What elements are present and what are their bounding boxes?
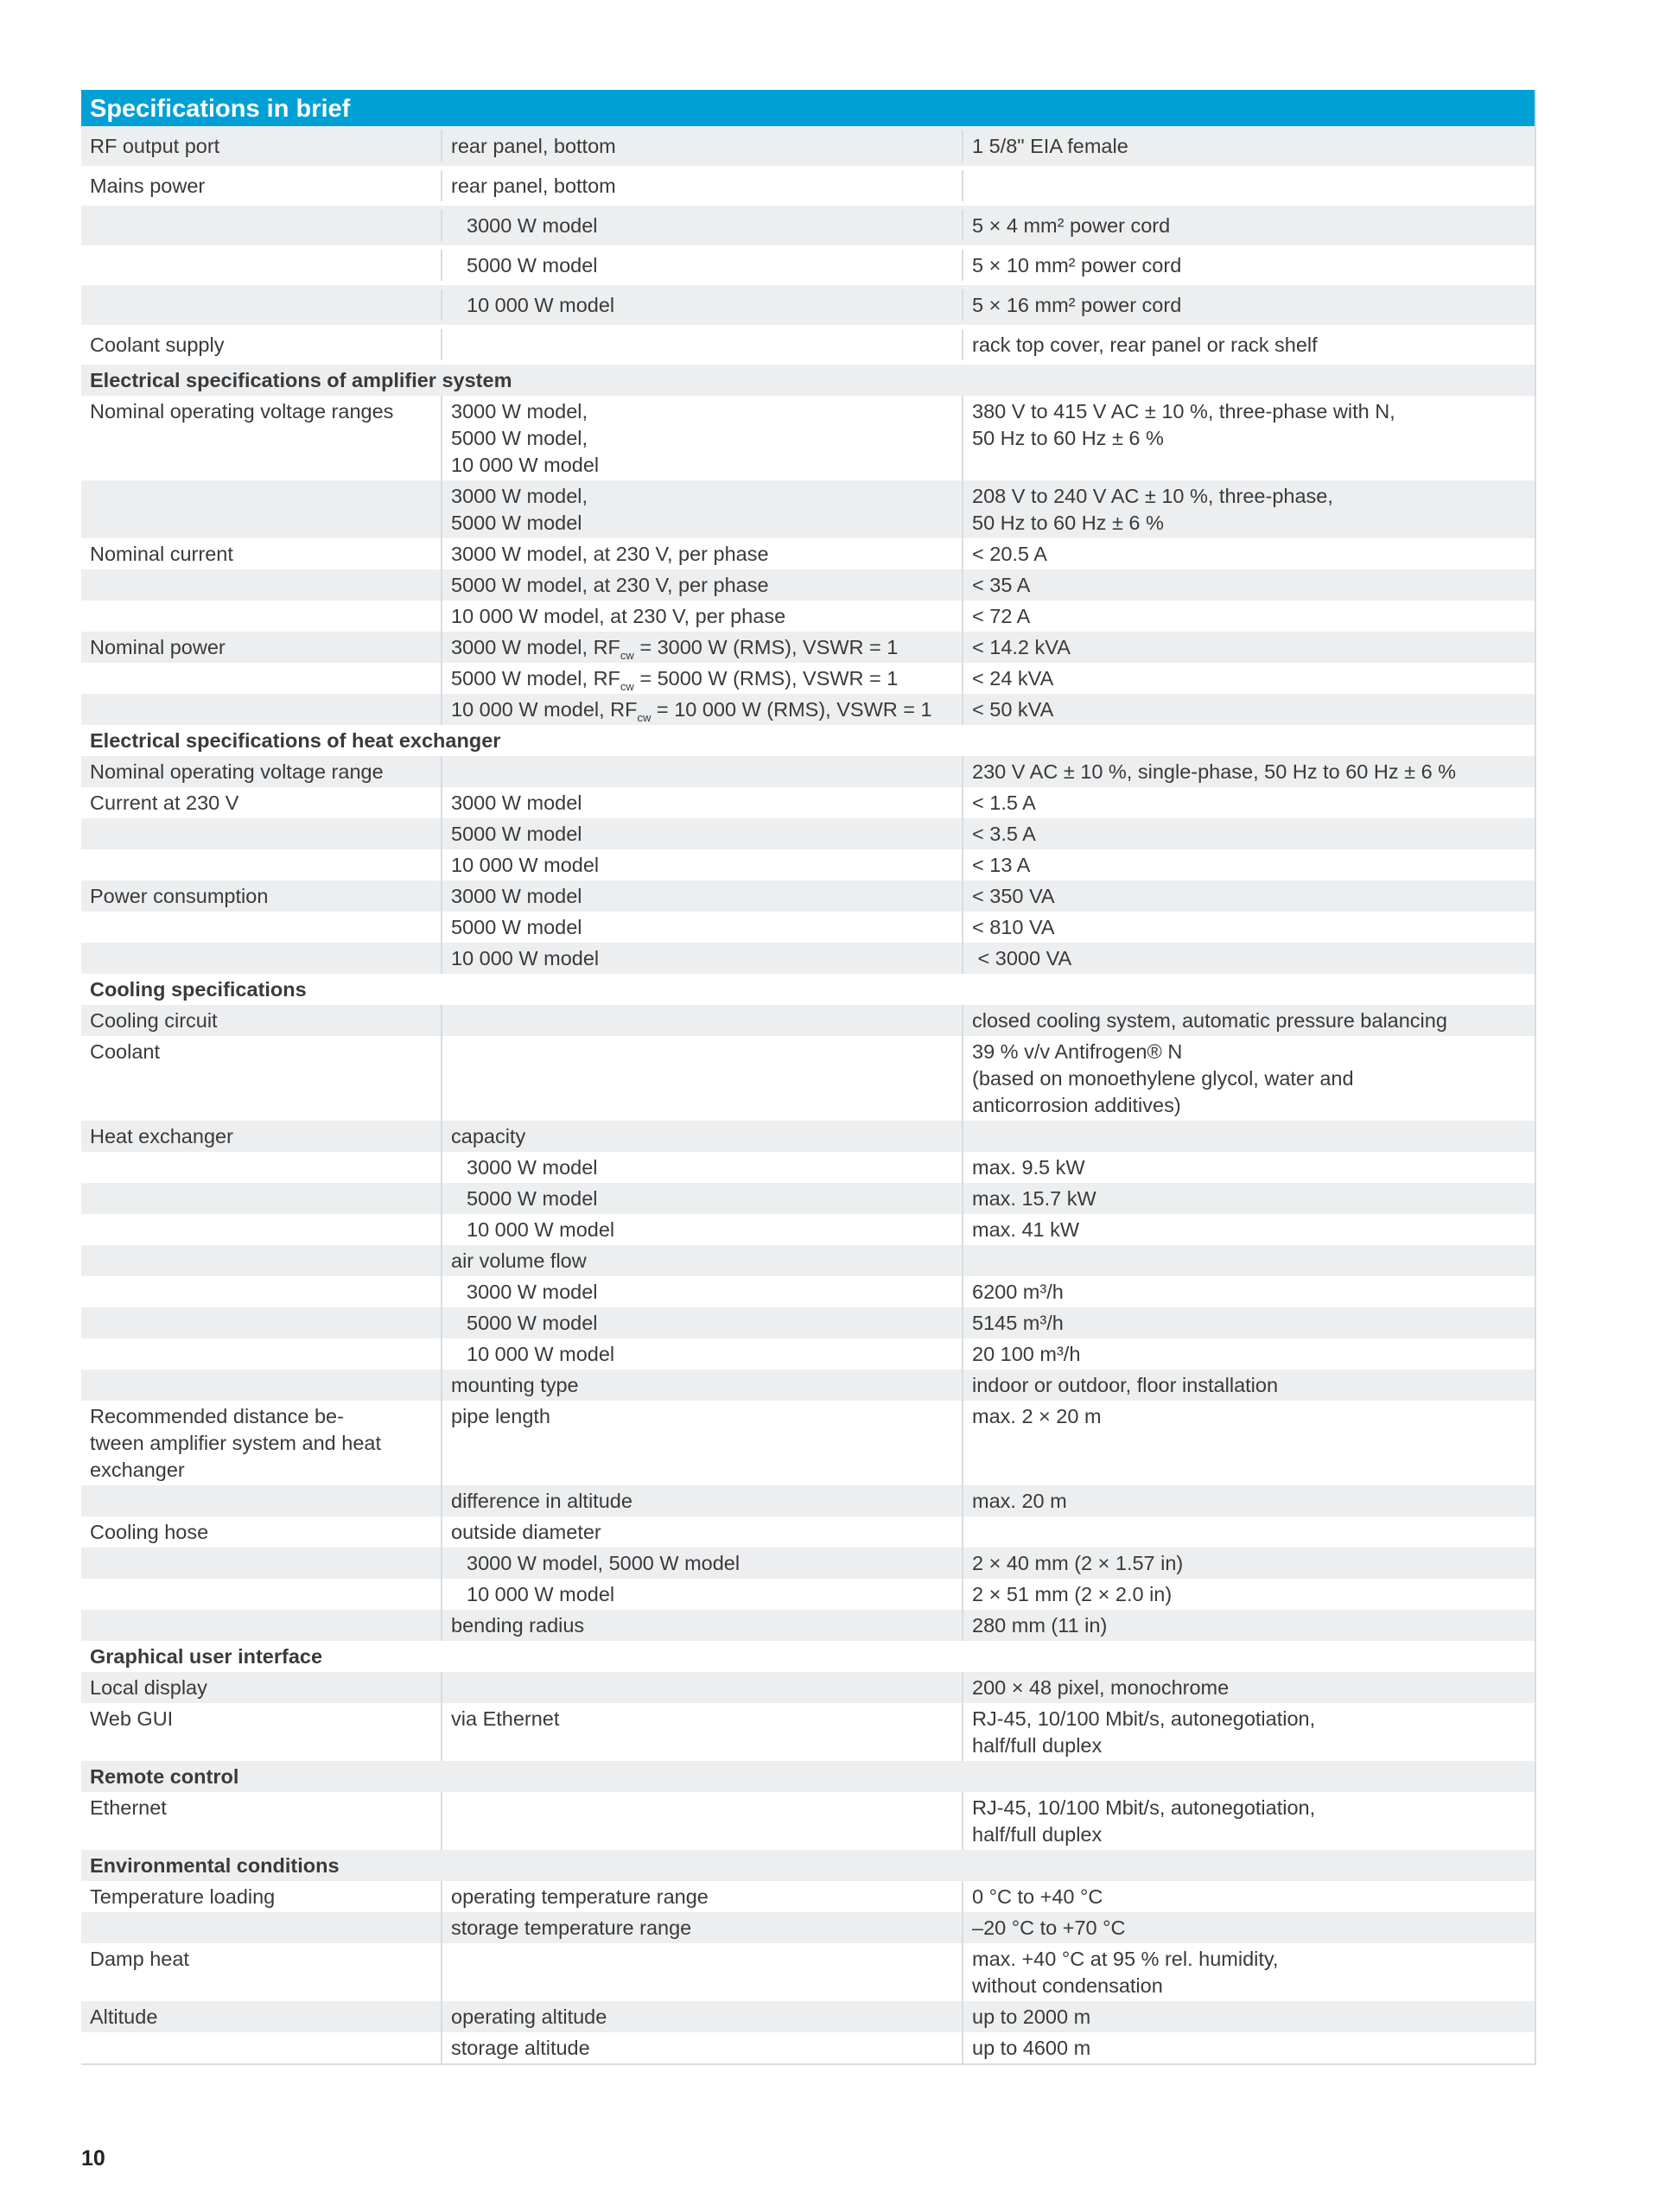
parameter-cell (81, 1152, 441, 1183)
value-cell: max. +40 °C at 95 % rel. humidity, without condensation (962, 1943, 1535, 2001)
value-cell: < 50 kVA (962, 694, 1535, 725)
table-row (81, 1792, 1535, 1850)
parameter-cell (81, 849, 441, 880)
condition-cell: storage temperature range (441, 1912, 962, 1943)
value-cell: 5 × 16 mm² power cord (962, 289, 1535, 321)
specifications-table (81, 90, 1536, 2065)
section-title: Electrical specifications of amplifier system (90, 368, 512, 391)
condition-cell: 3000 W model, 5000 W model, 10 000 W model (441, 396, 962, 480)
condition-text: = 10 000 W (RMS), VSWR = 1 (651, 697, 932, 721)
parameter-cell (81, 1214, 441, 1245)
condition-cell: 10 000 W model (441, 1338, 962, 1370)
value-cell: 5 × 10 mm² power cord (962, 250, 1535, 281)
parameter-cell: Damp heat (90, 1947, 189, 1970)
value-cell: max. 41 kW (962, 1214, 1535, 1245)
condition-cell: 10 000 W model (441, 1579, 962, 1610)
parameter-cell (81, 1370, 441, 1401)
parameter-cell: Heat exchanger (90, 1124, 233, 1147)
table-row (81, 126, 1535, 166)
parameter-cell: Nominal current (90, 542, 233, 565)
condition-cell: 3000 W model, 5000 W model (441, 480, 962, 538)
parameter-cell (81, 1245, 441, 1276)
condition-cell: rear panel, bottom (441, 130, 962, 162)
table-row (81, 1152, 1535, 1183)
condition-cell (441, 1943, 962, 2001)
condition-cell: 10 000 W model, at 230 V, per phase (441, 601, 962, 632)
table-row (81, 1548, 1535, 1579)
table-row (81, 245, 1535, 285)
value-cell: 280 mm (11 in) (962, 1610, 1535, 1641)
condition-cell: bending radius (441, 1610, 962, 1641)
subscript-text: cw (637, 710, 652, 724)
value-cell: 20 100 m³/h (962, 1338, 1535, 1370)
condition-text: 5000 W model, RF (451, 666, 620, 690)
value-cell: rack top cover, rear panel or rack shelf (962, 329, 1535, 360)
condition-text: 3000 W model, RF (451, 635, 620, 658)
section-title: Electrical specifications of heat exchanger (90, 728, 501, 752)
condition-cell: 3000 W model (441, 1276, 962, 1307)
condition-cell: rear panel, bottom (441, 170, 962, 201)
table-row (81, 818, 1535, 849)
condition-cell: air volume flow (441, 1245, 962, 1276)
condition-cell: 3000 W model, at 230 V, per phase (441, 538, 962, 569)
condition-cell: 10 000 W model (441, 849, 962, 880)
parameter-cell (81, 694, 441, 725)
parameter-cell (81, 1307, 441, 1338)
section-header-row (81, 974, 1535, 1005)
section-header-row (81, 365, 1535, 396)
condition-cell: 5000 W model (441, 1183, 962, 1214)
condition-cell: 3000 W model (441, 210, 962, 241)
table-row (81, 787, 1535, 818)
condition-cell: mounting type (441, 1370, 962, 1401)
condition-cell: 10 000 W model (441, 289, 962, 321)
table-row (81, 569, 1535, 601)
condition-cell: outside diameter (441, 1516, 962, 1548)
parameter-cell: RF output port (90, 134, 220, 157)
condition-cell: pipe length (441, 1401, 962, 1485)
table-row (81, 1183, 1535, 1214)
parameter-cell: Temperature loading (90, 1885, 276, 1908)
value-cell (962, 1245, 1535, 1276)
parameter-cell (81, 1548, 441, 1579)
value-cell: 200 × 48 pixel, monochrome (962, 1672, 1535, 1703)
condition-cell: operating temperature range (441, 1881, 962, 1912)
condition-cell: operating altitude (441, 2001, 962, 2032)
parameter-cell: Recommended distance be- tween amplifier system and heat exchanger (90, 1404, 381, 1481)
table-title: Specifications in brief (81, 90, 1535, 126)
table-row (81, 1485, 1535, 1516)
parameter-cell: Web GUI (90, 1707, 174, 1730)
value-cell: 39 % v/v Antifrogen® N (based on monoethylene glycol, water and anticorrosion additives) (962, 1036, 1535, 1121)
section-title: Remote control (90, 1764, 239, 1788)
table-row (81, 1943, 1535, 2001)
table-row (81, 325, 1535, 365)
parameter-cell: Coolant supply (90, 333, 225, 356)
condition-cell (441, 694, 962, 725)
table-row (81, 1338, 1535, 1370)
table-row (81, 1245, 1535, 1276)
value-cell: < 1.5 A (962, 787, 1535, 818)
condition-cell: 3000 W model (441, 880, 962, 912)
parameter-cell: Local display (90, 1675, 207, 1699)
table-row (81, 1610, 1535, 1641)
table-row (81, 2001, 1535, 2032)
table-row (81, 1703, 1535, 1761)
value-cell: –20 °C to +70 °C (962, 1912, 1535, 1943)
parameter-cell (81, 2032, 441, 2063)
table-row (81, 943, 1535, 974)
table-row (81, 1276, 1535, 1307)
parameter-cell: Nominal operating voltage ranges (90, 399, 394, 423)
value-cell: 380 V to 415 V AC ± 10 %, three-phase with N, 50 Hz to 60 Hz ± 6 % (962, 396, 1535, 480)
parameter-cell: Power consumption (90, 884, 269, 907)
parameter-cell: Nominal operating voltage range (90, 760, 384, 783)
table-row (81, 1912, 1535, 1943)
parameter-cell (81, 1183, 441, 1214)
parameter-cell (81, 1276, 441, 1307)
parameter-cell (81, 289, 441, 321)
parameter-cell (81, 480, 441, 538)
value-cell: < 72 A (962, 601, 1535, 632)
table-row (81, 2032, 1535, 2063)
value-cell: up to 4600 m (962, 2032, 1535, 2063)
condition-cell: via Ethernet (441, 1703, 962, 1761)
value-cell: RJ-45, 10/100 Mbit/s, autonegotiation, half/full duplex (962, 1792, 1535, 1850)
value-cell: < 14.2 kVA (962, 632, 1535, 663)
parameter-cell (81, 569, 441, 601)
section-title: Environmental conditions (90, 1853, 340, 1877)
table-row (81, 206, 1535, 245)
condition-text: = 3000 W (RMS), VSWR = 1 (633, 635, 899, 658)
condition-cell (441, 1792, 962, 1850)
table-row (81, 480, 1535, 538)
condition-cell (441, 663, 962, 694)
condition-cell: 3000 W model, 5000 W model (441, 1548, 962, 1579)
value-cell: < 13 A (962, 849, 1535, 880)
value-cell: 1 5/8" EIA female (962, 130, 1535, 162)
table-body (81, 126, 1535, 2063)
condition-cell: storage altitude (441, 2032, 962, 2063)
condition-cell (441, 1005, 962, 1036)
section-header-row (81, 1761, 1535, 1792)
condition-cell: 10 000 W model (441, 943, 962, 974)
table-row (81, 1307, 1535, 1338)
parameter-cell: Cooling circuit (90, 1008, 218, 1032)
table-row (81, 694, 1535, 725)
parameter-cell: Current at 230 V (90, 791, 239, 814)
condition-cell: 3000 W model (441, 1152, 962, 1183)
value-cell: < 810 VA (962, 912, 1535, 943)
parameter-cell (81, 912, 441, 943)
parameter-cell (81, 1485, 441, 1516)
table-row (81, 912, 1535, 943)
value-cell (962, 170, 1535, 201)
value-cell: 230 V AC ± 10 %, single-phase, 50 Hz to 60 Hz ± 6 % (962, 756, 1535, 787)
table-row (81, 538, 1535, 569)
parameter-cell: Ethernet (90, 1796, 167, 1819)
value-cell: < 3.5 A (962, 818, 1535, 849)
table-row (81, 601, 1535, 632)
condition-text: = 5000 W (RMS), VSWR = 1 (633, 666, 899, 690)
parameter-cell: Cooling hose (90, 1520, 209, 1543)
table-row (81, 663, 1535, 694)
condition-cell: 5000 W model (441, 818, 962, 849)
value-cell: 6200 m³/h (962, 1276, 1535, 1307)
parameter-cell (81, 1338, 441, 1370)
condition-cell: 5000 W model, at 230 V, per phase (441, 569, 962, 601)
condition-cell (441, 1036, 962, 1121)
parameter-cell (81, 818, 441, 849)
value-cell (962, 1516, 1535, 1548)
value-cell: 2 × 40 mm (2 × 1.57 in) (962, 1548, 1535, 1579)
condition-text: 10 000 W model, RF (451, 697, 638, 721)
condition-cell (441, 756, 962, 787)
table-row (81, 1881, 1535, 1912)
value-cell: indoor or outdoor, floor installation (962, 1370, 1535, 1401)
parameter-cell (81, 210, 441, 241)
table-row (81, 756, 1535, 787)
value-cell (962, 1121, 1535, 1152)
table-row (81, 1579, 1535, 1610)
value-cell: < 35 A (962, 569, 1535, 601)
value-cell: 2 × 51 mm (2 × 2.0 in) (962, 1579, 1535, 1610)
condition-cell: 5000 W model (441, 912, 962, 943)
section-header-row (81, 1641, 1535, 1672)
parameter-cell (81, 250, 441, 281)
table-row (81, 285, 1535, 325)
parameter-cell: Nominal power (90, 635, 226, 658)
table-row (81, 1214, 1535, 1245)
value-cell: 208 V to 240 V AC ± 10 %, three-phase, 50 Hz to 60 Hz ± 6 % (962, 480, 1535, 538)
parameter-cell (81, 601, 441, 632)
table-row (81, 849, 1535, 880)
value-cell: up to 2000 m (962, 2001, 1535, 2032)
value-cell: 5 × 4 mm² power cord (962, 210, 1535, 241)
value-cell: < 350 VA (962, 880, 1535, 912)
section-header-row (81, 1850, 1535, 1881)
value-cell: < 24 kVA (962, 663, 1535, 694)
condition-cell: 5000 W model (441, 250, 962, 281)
table-row (81, 1370, 1535, 1401)
condition-cell: 10 000 W model (441, 1214, 962, 1245)
parameter-cell (81, 1912, 441, 1943)
value-cell: < 3000 VA (962, 943, 1535, 974)
table-row (81, 632, 1535, 663)
value-cell: max. 2 × 20 m (962, 1401, 1535, 1485)
condition-cell (441, 632, 962, 663)
value-cell: RJ-45, 10/100 Mbit/s, autonegotiation, half/full duplex (962, 1703, 1535, 1761)
condition-cell: difference in altitude (441, 1485, 962, 1516)
condition-cell (441, 1672, 962, 1703)
condition-cell: capacity (441, 1121, 962, 1152)
parameter-cell (81, 663, 441, 694)
section-title: Graphical user interface (90, 1644, 323, 1668)
section-title: Cooling specifications (90, 977, 307, 1001)
parameter-cell: Coolant (90, 1039, 160, 1063)
table-row (81, 880, 1535, 912)
value-cell: max. 15.7 kW (962, 1183, 1535, 1214)
value-cell: closed cooling system, automatic pressure balancing (962, 1005, 1535, 1036)
table-row (81, 1036, 1535, 1121)
table-row (81, 1401, 1535, 1485)
condition-cell (441, 329, 962, 360)
parameter-cell (81, 943, 441, 974)
subscript-text: cw (620, 648, 634, 662)
subscript-text: cw (620, 679, 634, 693)
table-row (81, 166, 1535, 206)
table-row (81, 1516, 1535, 1548)
value-cell: max. 9.5 kW (962, 1152, 1535, 1183)
parameter-cell (81, 1610, 441, 1641)
parameter-cell (81, 1579, 441, 1610)
table-row (81, 1121, 1535, 1152)
table-row (81, 1005, 1535, 1036)
condition-cell: 3000 W model (441, 787, 962, 818)
value-cell: max. 20 m (962, 1485, 1535, 1516)
section-header-row (81, 725, 1535, 756)
table-row (81, 396, 1535, 480)
table-row (81, 1672, 1535, 1703)
condition-cell: 5000 W model (441, 1307, 962, 1338)
page-number: 10 (81, 2146, 105, 2171)
value-cell: 5145 m³/h (962, 1307, 1535, 1338)
parameter-cell: Altitude (90, 2005, 158, 2028)
parameter-cell: Mains power (90, 174, 206, 197)
value-cell: < 20.5 A (962, 538, 1535, 569)
value-cell: 0 °C to +40 °C (962, 1881, 1535, 1912)
